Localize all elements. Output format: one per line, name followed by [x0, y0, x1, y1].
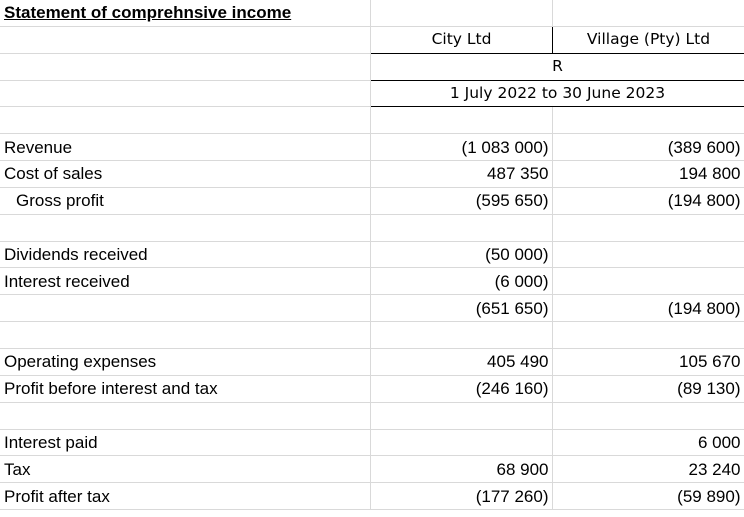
- title-row: [0, 0, 744, 26]
- row-tax: [0, 456, 744, 483]
- label-dividends-received[interactable]: Dividends received: [0, 241, 370, 268]
- city-operating-expenses[interactable]: 405 490: [370, 348, 552, 375]
- village-revenue[interactable]: (389 600): [552, 134, 744, 161]
- period-label[interactable]: 1 July 2022 to 30 June 2023: [370, 80, 744, 107]
- empty-cell[interactable]: [0, 322, 370, 349]
- city-interest-received[interactable]: (6 000): [370, 268, 552, 295]
- village-profit-before-interest-tax[interactable]: (89 130): [552, 375, 744, 402]
- empty-cell[interactable]: [370, 0, 552, 26]
- row-interest-received: [0, 268, 744, 295]
- row-interest-paid: [0, 429, 744, 456]
- village-cost-of-sales[interactable]: 194 800: [552, 161, 744, 188]
- label-revenue[interactable]: Revenue: [0, 134, 370, 161]
- empty-cell[interactable]: [0, 214, 370, 241]
- empty-cell[interactable]: [0, 402, 370, 429]
- column-header-row: [0, 26, 744, 53]
- label-operating-expenses[interactable]: Operating expenses: [0, 348, 370, 375]
- city-gross-profit[interactable]: (595 650): [370, 187, 552, 214]
- blank-row: [0, 107, 744, 134]
- empty-cell[interactable]: [370, 107, 552, 134]
- currency-label[interactable]: R: [370, 53, 744, 80]
- empty-cell[interactable]: [0, 26, 370, 53]
- city-subtotal[interactable]: (651 650): [370, 295, 552, 322]
- empty-cell[interactable]: [552, 214, 744, 241]
- city-interest-paid[interactable]: [370, 429, 552, 456]
- village-subtotal[interactable]: (194 800): [552, 295, 744, 322]
- row-operating-expenses: [0, 348, 744, 375]
- blank-row: [0, 402, 744, 429]
- village-interest-paid[interactable]: 6 000: [552, 429, 744, 456]
- label-interest-received[interactable]: Interest received: [0, 268, 370, 295]
- village-operating-expenses[interactable]: 105 670: [552, 348, 744, 375]
- city-revenue[interactable]: (1 083 000): [370, 134, 552, 161]
- empty-cell[interactable]: [552, 107, 744, 134]
- city-dividends-received[interactable]: (50 000): [370, 241, 552, 268]
- city-cost-of-sales[interactable]: 487 350: [370, 161, 552, 188]
- row-dividends-received: [0, 241, 744, 268]
- village-tax[interactable]: 23 240: [552, 456, 744, 483]
- city-profit-after-tax[interactable]: (177 260): [370, 483, 552, 510]
- row-revenue: [0, 134, 744, 161]
- statement-title[interactable]: Statement of comprehnsive income: [0, 0, 370, 26]
- empty-cell[interactable]: [0, 80, 370, 107]
- village-gross-profit[interactable]: (194 800): [552, 187, 744, 214]
- city-profit-before-interest-tax[interactable]: (246 160): [370, 375, 552, 402]
- blank-row: [0, 214, 744, 241]
- label-profit-after-tax[interactable]: Profit after tax: [0, 483, 370, 510]
- empty-cell[interactable]: [0, 107, 370, 134]
- row-profit-before-interest-tax: [0, 375, 744, 402]
- label-tax[interactable]: Tax: [0, 456, 370, 483]
- empty-cell[interactable]: [370, 214, 552, 241]
- header-village-pty-ltd[interactable]: Village (Pty) Ltd: [552, 26, 744, 53]
- header-city-ltd[interactable]: City Ltd: [370, 26, 552, 53]
- village-interest-received[interactable]: [552, 268, 744, 295]
- empty-cell[interactable]: [552, 0, 744, 26]
- blank-row: [0, 322, 744, 349]
- empty-cell[interactable]: [0, 53, 370, 80]
- empty-cell[interactable]: [552, 402, 744, 429]
- period-row: [0, 80, 744, 107]
- label-interest-paid[interactable]: Interest paid: [0, 429, 370, 456]
- empty-cell[interactable]: [552, 322, 744, 349]
- label-subtotal[interactable]: [0, 295, 370, 322]
- label-gross-profit[interactable]: Gross profit: [0, 187, 370, 214]
- village-profit-after-tax[interactable]: (59 890): [552, 483, 744, 510]
- empty-cell[interactable]: [370, 322, 552, 349]
- label-profit-before-interest-tax[interactable]: Profit before interest and tax: [0, 375, 370, 402]
- label-cost-of-sales[interactable]: Cost of sales: [0, 161, 370, 188]
- row-gross-profit: [0, 187, 744, 214]
- village-dividends-received[interactable]: [552, 241, 744, 268]
- currency-row: [0, 53, 744, 80]
- row-profit-after-tax: [0, 483, 744, 510]
- city-tax[interactable]: 68 900: [370, 456, 552, 483]
- empty-cell[interactable]: [370, 402, 552, 429]
- row-subtotal: [0, 295, 744, 322]
- row-cost-of-sales: [0, 161, 744, 188]
